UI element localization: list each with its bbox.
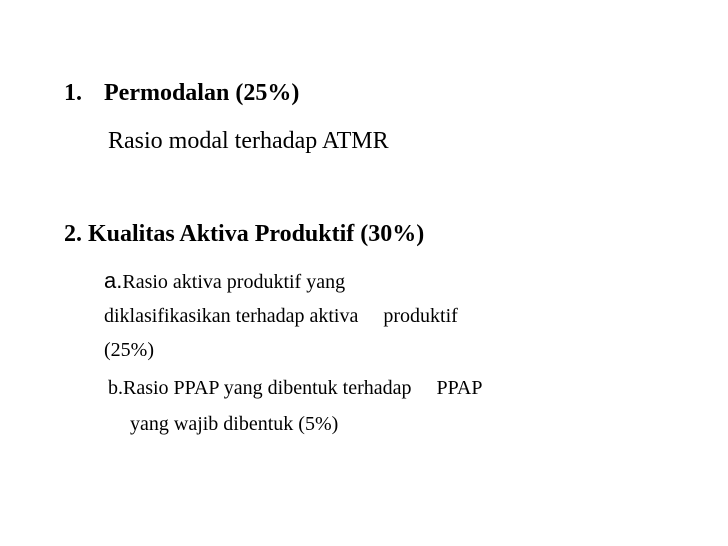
section-2-item-b-line-2: yang wajib dibentuk (5%) [130, 413, 339, 435]
section-2-item-a-line-3: (25%) [104, 339, 154, 361]
section-2-heading: 2. Kualitas Aktiva Produktif (30%) [64, 221, 425, 247]
section-1-title: Permodalan (25%) [104, 80, 300, 106]
item-a-marker: a. [104, 268, 123, 293]
section-1-item: Rasio modal terhadap ATMR [108, 128, 389, 154]
section-2-item-a-line-1 [104, 268, 345, 294]
section-1-number: 1. [64, 80, 82, 106]
section-2-item-b-line-1: b.Rasio PPAP yang dibentuk terhadap PPAP [108, 377, 483, 399]
item-a-text-1: Rasio aktiva produktif yang [122, 271, 346, 293]
section-2-item-a-line-2: diklasifikasikan terhadap aktiva produktif [104, 305, 458, 327]
section-1-heading [64, 80, 299, 108]
